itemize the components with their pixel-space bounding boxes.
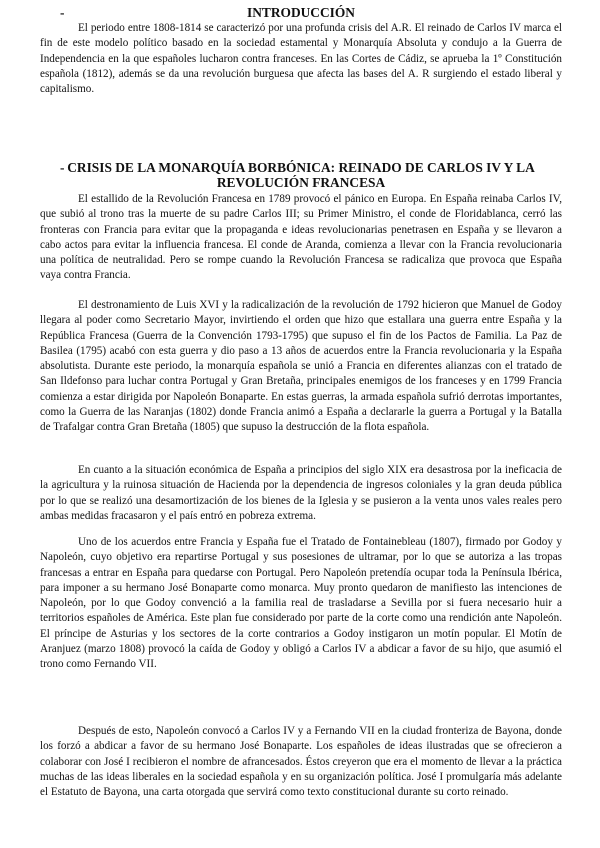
heading-title-line-2: REVOLUCIÓN FRANCESA [216,175,386,190]
paragraph-situacion-economica: En cuanto a la situación económica de España a principios del siglo XIX era desastrosa por la ineficacia de la agricultura y la ruinosa situación de Hacienda por la dependencia de ingresos coloniales y la gran deuda pública por lo que se realizó una desamortización de los bienes de la Iglesia y se pusieron a la venta unos vales reales pero ambas medidas fracasaron y el país entró en pobreza extrema. [40,464,562,522]
heading-title-line-1: CRISIS DE LA MONARQUÍA BORBÓNICA: REINADO DE CARLOS IV Y LA [67,160,535,175]
section-heading-crisis [40,160,562,190]
paragraph-bayona: Después de esto, Napoleón convocó a Carlos IV y a Fernando VII en la ciudad fronteriza de Bayona, donde los forzó a abdicar a favor de su hermano José Bonaparte. Los españoles de ideas ilustradas que se ofrecieron a colaborar con José I recibieron el nombre de afrancesados. Éstos creyeron que era el momento de llevar a la práctica muchas de las ideas liberales en la sociedad española y en su organización política. José I promulgaría más adelante el Estatuto de Bayona, una carta otorgada que servirá como texto constitucional durante su corto reinado. [40,725,562,798]
heading-bullet-dash: - [60,160,65,175]
heading-title: INTRODUCCIÓN [247,5,355,20]
intro-paragraph: El periodo entre 1808-1814 se caracterizó por una profunda crisis del A.R. El reinado de Carlos IV marca el fin de este modelo político basado en la sociedad estamental y Monarquía Absoluta y condujo a la Guerra de Independencia en la que españoles lucharon contra franceses. En las Cortes de Cádiz, se aprueba la 1º Constitución española (1812), además se da una revolución burguesa que afecta las bases del A. R surgiendo el estado liberal y capitalismo. [40,22,562,95]
section-heading-introduccion [40,5,562,20]
paragraph-fontainebleau-aranjuez: Uno de los acuerdos entre Francia y España fue el Tratado de Fontainebleau (1807), firmado por Godoy y Napoleón, cuyo objetivo era repartirse Portugal y sus posesiones de ultramar, por lo que se autoriza a las tropas francesas a entrar en España para quedarse con Portugal. Pero Napoleón pretendía ocupar toda la Península Ibérica, para imponer a su hermano José Bonaparte como monarca. Muy pronto quedaron de manifiesto las intenciones de Napoleón, por lo que Godoy convenció a la familia real de trasladarse a Sevilla por si fuera necesario huir a territorios españoles de América. Este plan fue considerado por parte de la corte como una rendición ante Napoleón. El príncipe de Asturias y los sectores de la corte contrarios a Godoy instigaron un motín popular. El Motín de Aranjuez (marzo 1808) provocó la caída de Godoy y obligó a Carlos IV a abdicar a favor de su hijo, que asumió el trono como Fernando VII. [40,536,562,670]
paragraph-godoy-guerras: El destronamiento de Luis XVI y la radicalización de la revolución de 1792 hicieron que Manuel de Godoy llegara al poder como Secretario Mayor, invirtiendo el orden que hizo que estallara una guerra entre España y la República Francesa (Guerra de la Convención 1793-1795) que supuso el fin de los Pactos de Familia. La Paz de Basilea (1795) acabó con esta guerra y dio paso a 13 años de acuerdos entre la Francia revolucionaria y la España absolutista. Durante este periodo, la monarquía española se unió a Francia en diferentes alianzas con el tratado de San Ildefonso para luchar contra Portugal y Gran Bretaña, principales enemigos de los franceses y en 1799 Francia comienza a estar dirigida por Napoleón Bonaparte. En estas guerras, la armada española sufrió derrotas importantes, como la Guerra de las Naranjas (1802) donde Francia animó a España a declararle la guerra a Portugal y la Batalla de Trafalgar contra Gran Bretaña (1805) que supuso la destrucción de la flota española. [40,299,562,433]
paragraph-revolucion-francesa: El estallido de la Revolución Francesa en 1789 provocó el pánico en Europa. En España reinaba Carlos IV, que subió al trono tras la muerte de su padre Carlos III; su Primer Ministro, el conde de Floridablanca, cerró las fronteras con Francia para evitar que la propaganda e ideas revolucionarias penetrasen en España y se llevaron a cabo actos para evitar la influencia francesa. El conde de Aranda, comienza a llevar con la Francia revolucionaria una política de neutralidad. Pero se rompe cuando la Revolución Francesa se radicaliza que provoca que España vaya contra Francia. [40,193,562,282]
heading-bullet-dash: - [60,5,65,20]
